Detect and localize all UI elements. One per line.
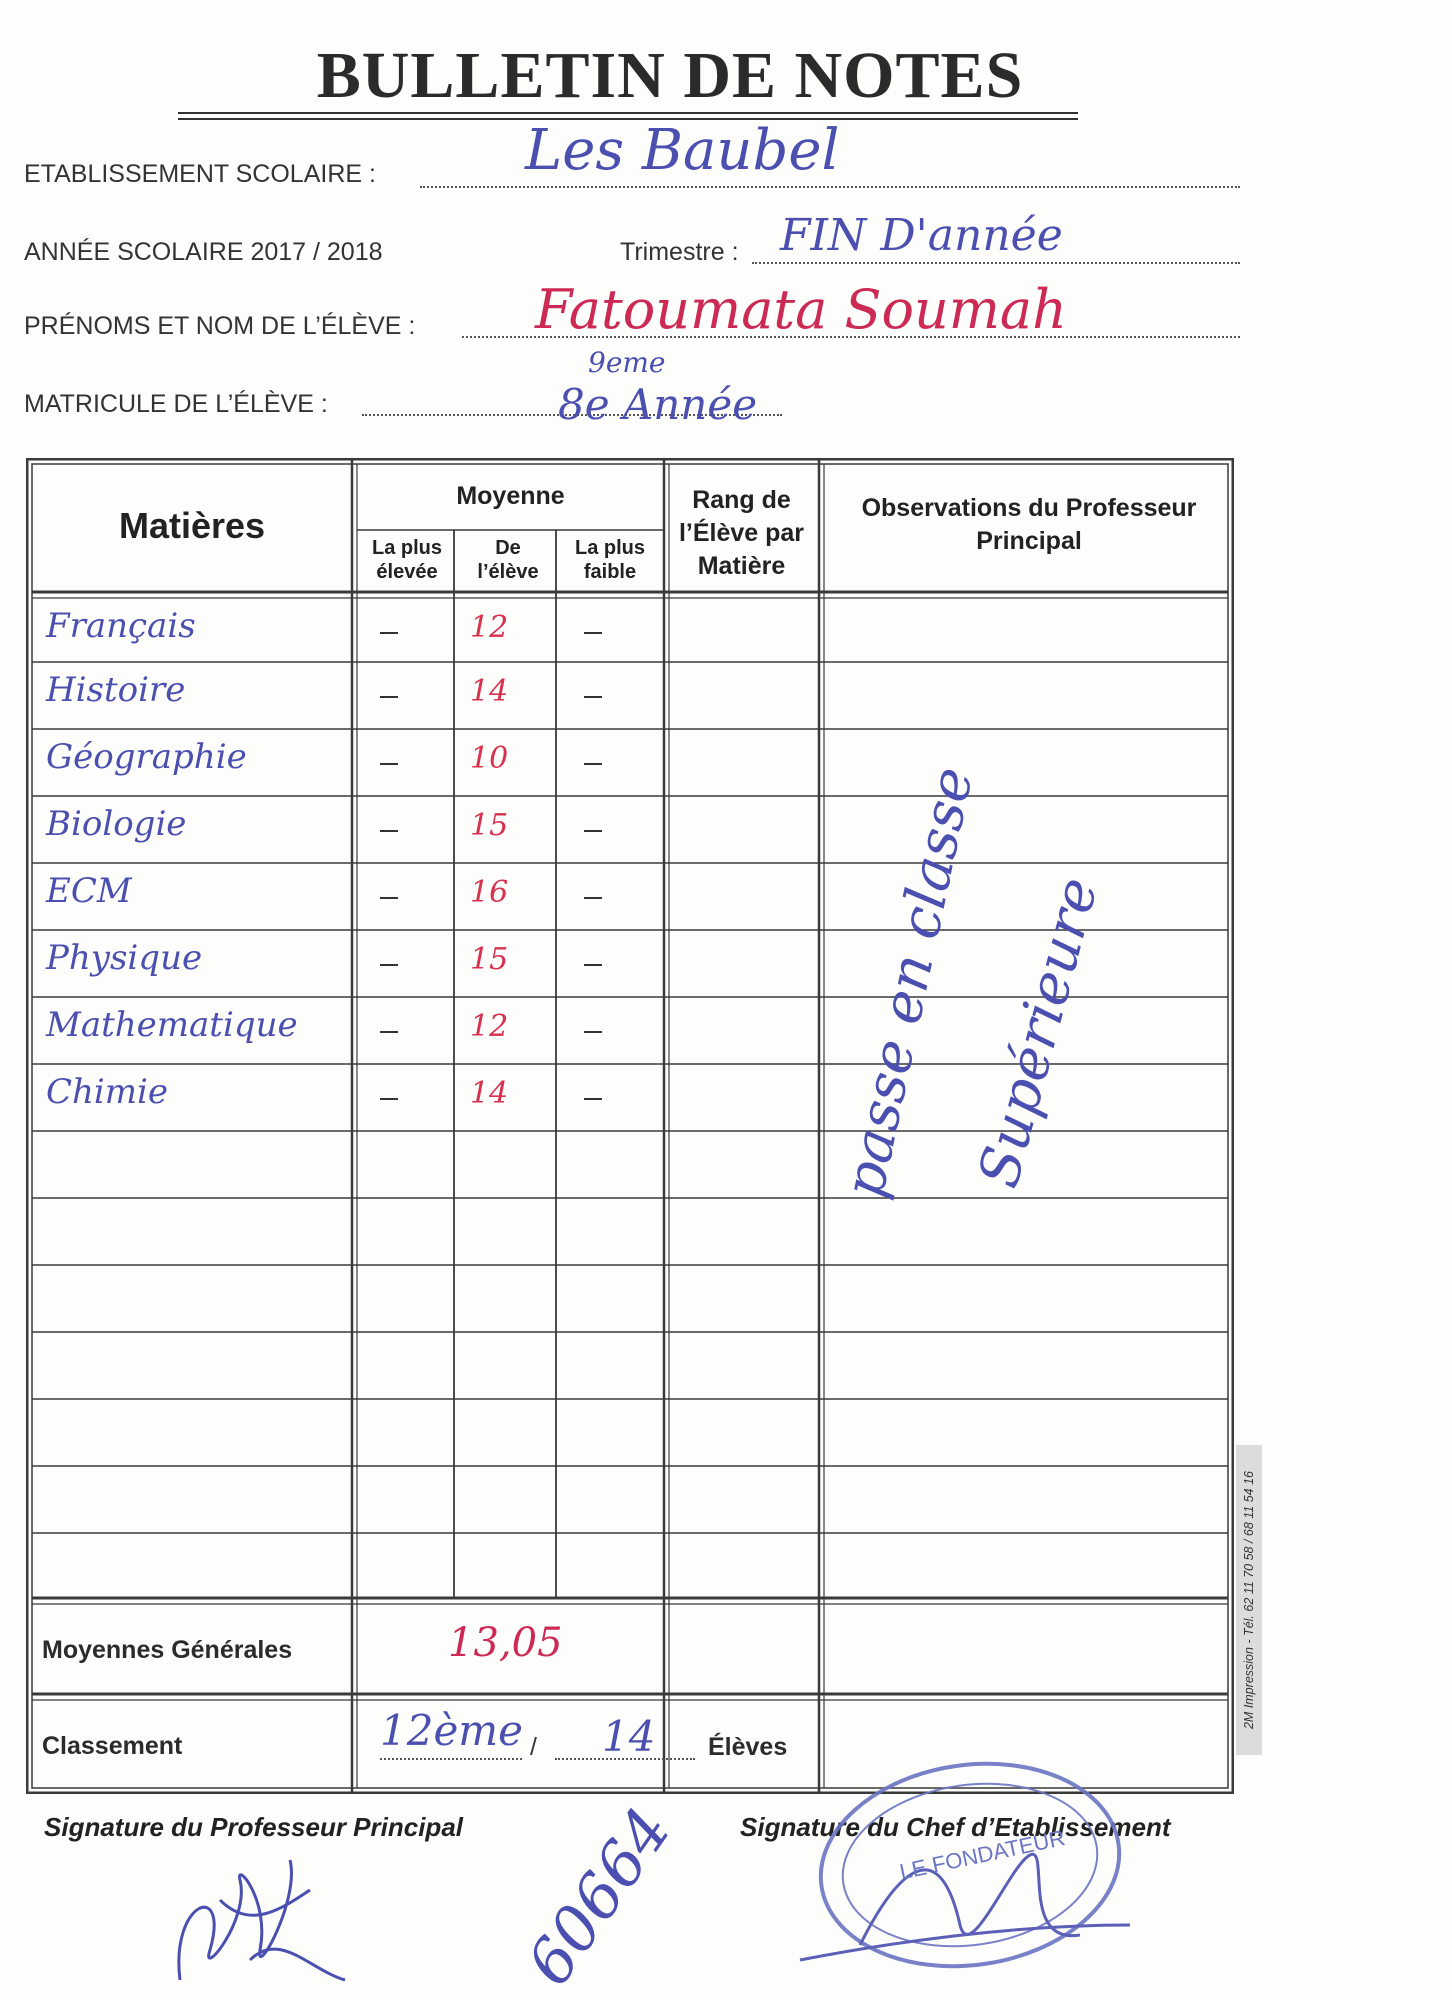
grades-table-grid xyxy=(26,458,1234,1794)
header-rang: Rang de l’Élève par Matière xyxy=(678,486,805,580)
etablissement-value: Les Baubel xyxy=(525,118,840,183)
student-grade: 12 xyxy=(470,610,509,645)
eleve-label: PRÉNOMS ET NOM DE L’ÉLÈVE : xyxy=(24,312,416,340)
header-moyenne: Moyenne xyxy=(456,482,565,510)
plus-faible-dash xyxy=(584,897,602,899)
plus-faible-dash xyxy=(584,763,602,765)
student-grade: 15 xyxy=(470,808,509,843)
printer-credit-box xyxy=(1236,1445,1262,1755)
classement-total: 14 xyxy=(602,1712,656,1761)
plus-faible-dash xyxy=(584,830,602,832)
student-grade: 10 xyxy=(470,741,509,776)
header-matieres: Matières xyxy=(118,505,266,546)
page-title: BULLETIN DE NOTES xyxy=(316,39,1024,112)
sig-chef-label: Signature du Chef d’Etablissement xyxy=(740,1812,1171,1842)
plus-elevee-dash xyxy=(380,1098,398,1100)
professor-signature xyxy=(150,1840,350,1990)
sig-prof-label: Signature du Professeur Principal xyxy=(44,1812,463,1842)
matricule-value-sup: 9eme xyxy=(588,346,666,379)
plus-faible-dash xyxy=(584,964,602,966)
student-grade: 15 xyxy=(470,942,509,977)
observation-line2: Supérieure xyxy=(966,870,1112,1195)
subject-name: Mathematique xyxy=(46,1005,298,1045)
subject-name: Chimie xyxy=(46,1072,169,1112)
printer-credit: 2M Impression - Tél. 62 11 70 58 / 68 11 54 16 xyxy=(1242,1470,1256,1730)
classement-rang-line xyxy=(380,1758,522,1760)
annee-label: ANNÉE SCOLAIRE 2017 / 2018 xyxy=(24,238,383,266)
trimestre-line xyxy=(752,262,1240,264)
subject-name: ECM xyxy=(46,871,132,911)
plus-faible-dash xyxy=(584,1098,602,1100)
plus-elevee-dash xyxy=(380,632,398,634)
title-rule xyxy=(178,112,1078,114)
moyenne-generale-value: 13,05 xyxy=(448,1620,563,1666)
plus-elevee-dash xyxy=(380,964,398,966)
plus-elevee-dash xyxy=(380,696,398,698)
student-grade: 16 xyxy=(470,875,509,910)
header-moyenne-eleve: De l’élève xyxy=(477,537,539,583)
classement-label: Classement xyxy=(42,1732,183,1760)
classement-sep: / xyxy=(530,1733,537,1761)
student-grade: 14 xyxy=(470,674,509,709)
plus-elevee-dash xyxy=(380,830,398,832)
classement-rang: 12ème xyxy=(380,1706,523,1755)
classement-suffix: Élèves xyxy=(708,1733,788,1761)
subject-name: Français xyxy=(46,606,196,646)
school-stamp xyxy=(780,1745,1140,1975)
matricule-value: 8e Année xyxy=(558,380,758,429)
plus-elevee-dash xyxy=(380,897,398,899)
eleve-value: Fatoumata Soumah xyxy=(535,278,1067,341)
subject-name: Biologie xyxy=(46,804,187,844)
etablissement-label: ETABLISSEMENT SCOLAIRE : xyxy=(24,160,376,188)
subject-name: Histoire xyxy=(46,670,186,710)
plus-elevee-dash xyxy=(380,1031,398,1033)
handwritten-number: 60664 xyxy=(512,1794,686,1999)
subject-name: Physique xyxy=(46,938,203,978)
plus-faible-dash xyxy=(584,696,602,698)
matricule-label: MATRICULE DE L’ÉLÈVE : xyxy=(24,390,328,418)
plus-faible-dash xyxy=(584,632,602,634)
trimestre-value: FIN D'année xyxy=(780,210,1063,261)
student-grade: 12 xyxy=(470,1009,509,1044)
subject-name: Géographie xyxy=(46,737,247,777)
stamp-text: LE FONDATEUR xyxy=(897,1825,1068,1885)
etablissement-line xyxy=(420,186,1240,188)
header-observations: Observations du Professeur Principal xyxy=(861,494,1197,555)
observation-line1: passe en classe xyxy=(831,761,987,1204)
moyennes-generales-label: Moyennes Générales xyxy=(42,1636,293,1664)
trimestre-label: Trimestre : xyxy=(620,238,739,266)
plus-faible-dash xyxy=(584,1031,602,1033)
header-plus-elevee: La plus élevée xyxy=(371,537,442,583)
student-grade: 14 xyxy=(470,1076,509,1111)
header-plus-faible: La plus faible xyxy=(574,537,645,583)
plus-elevee-dash xyxy=(380,763,398,765)
